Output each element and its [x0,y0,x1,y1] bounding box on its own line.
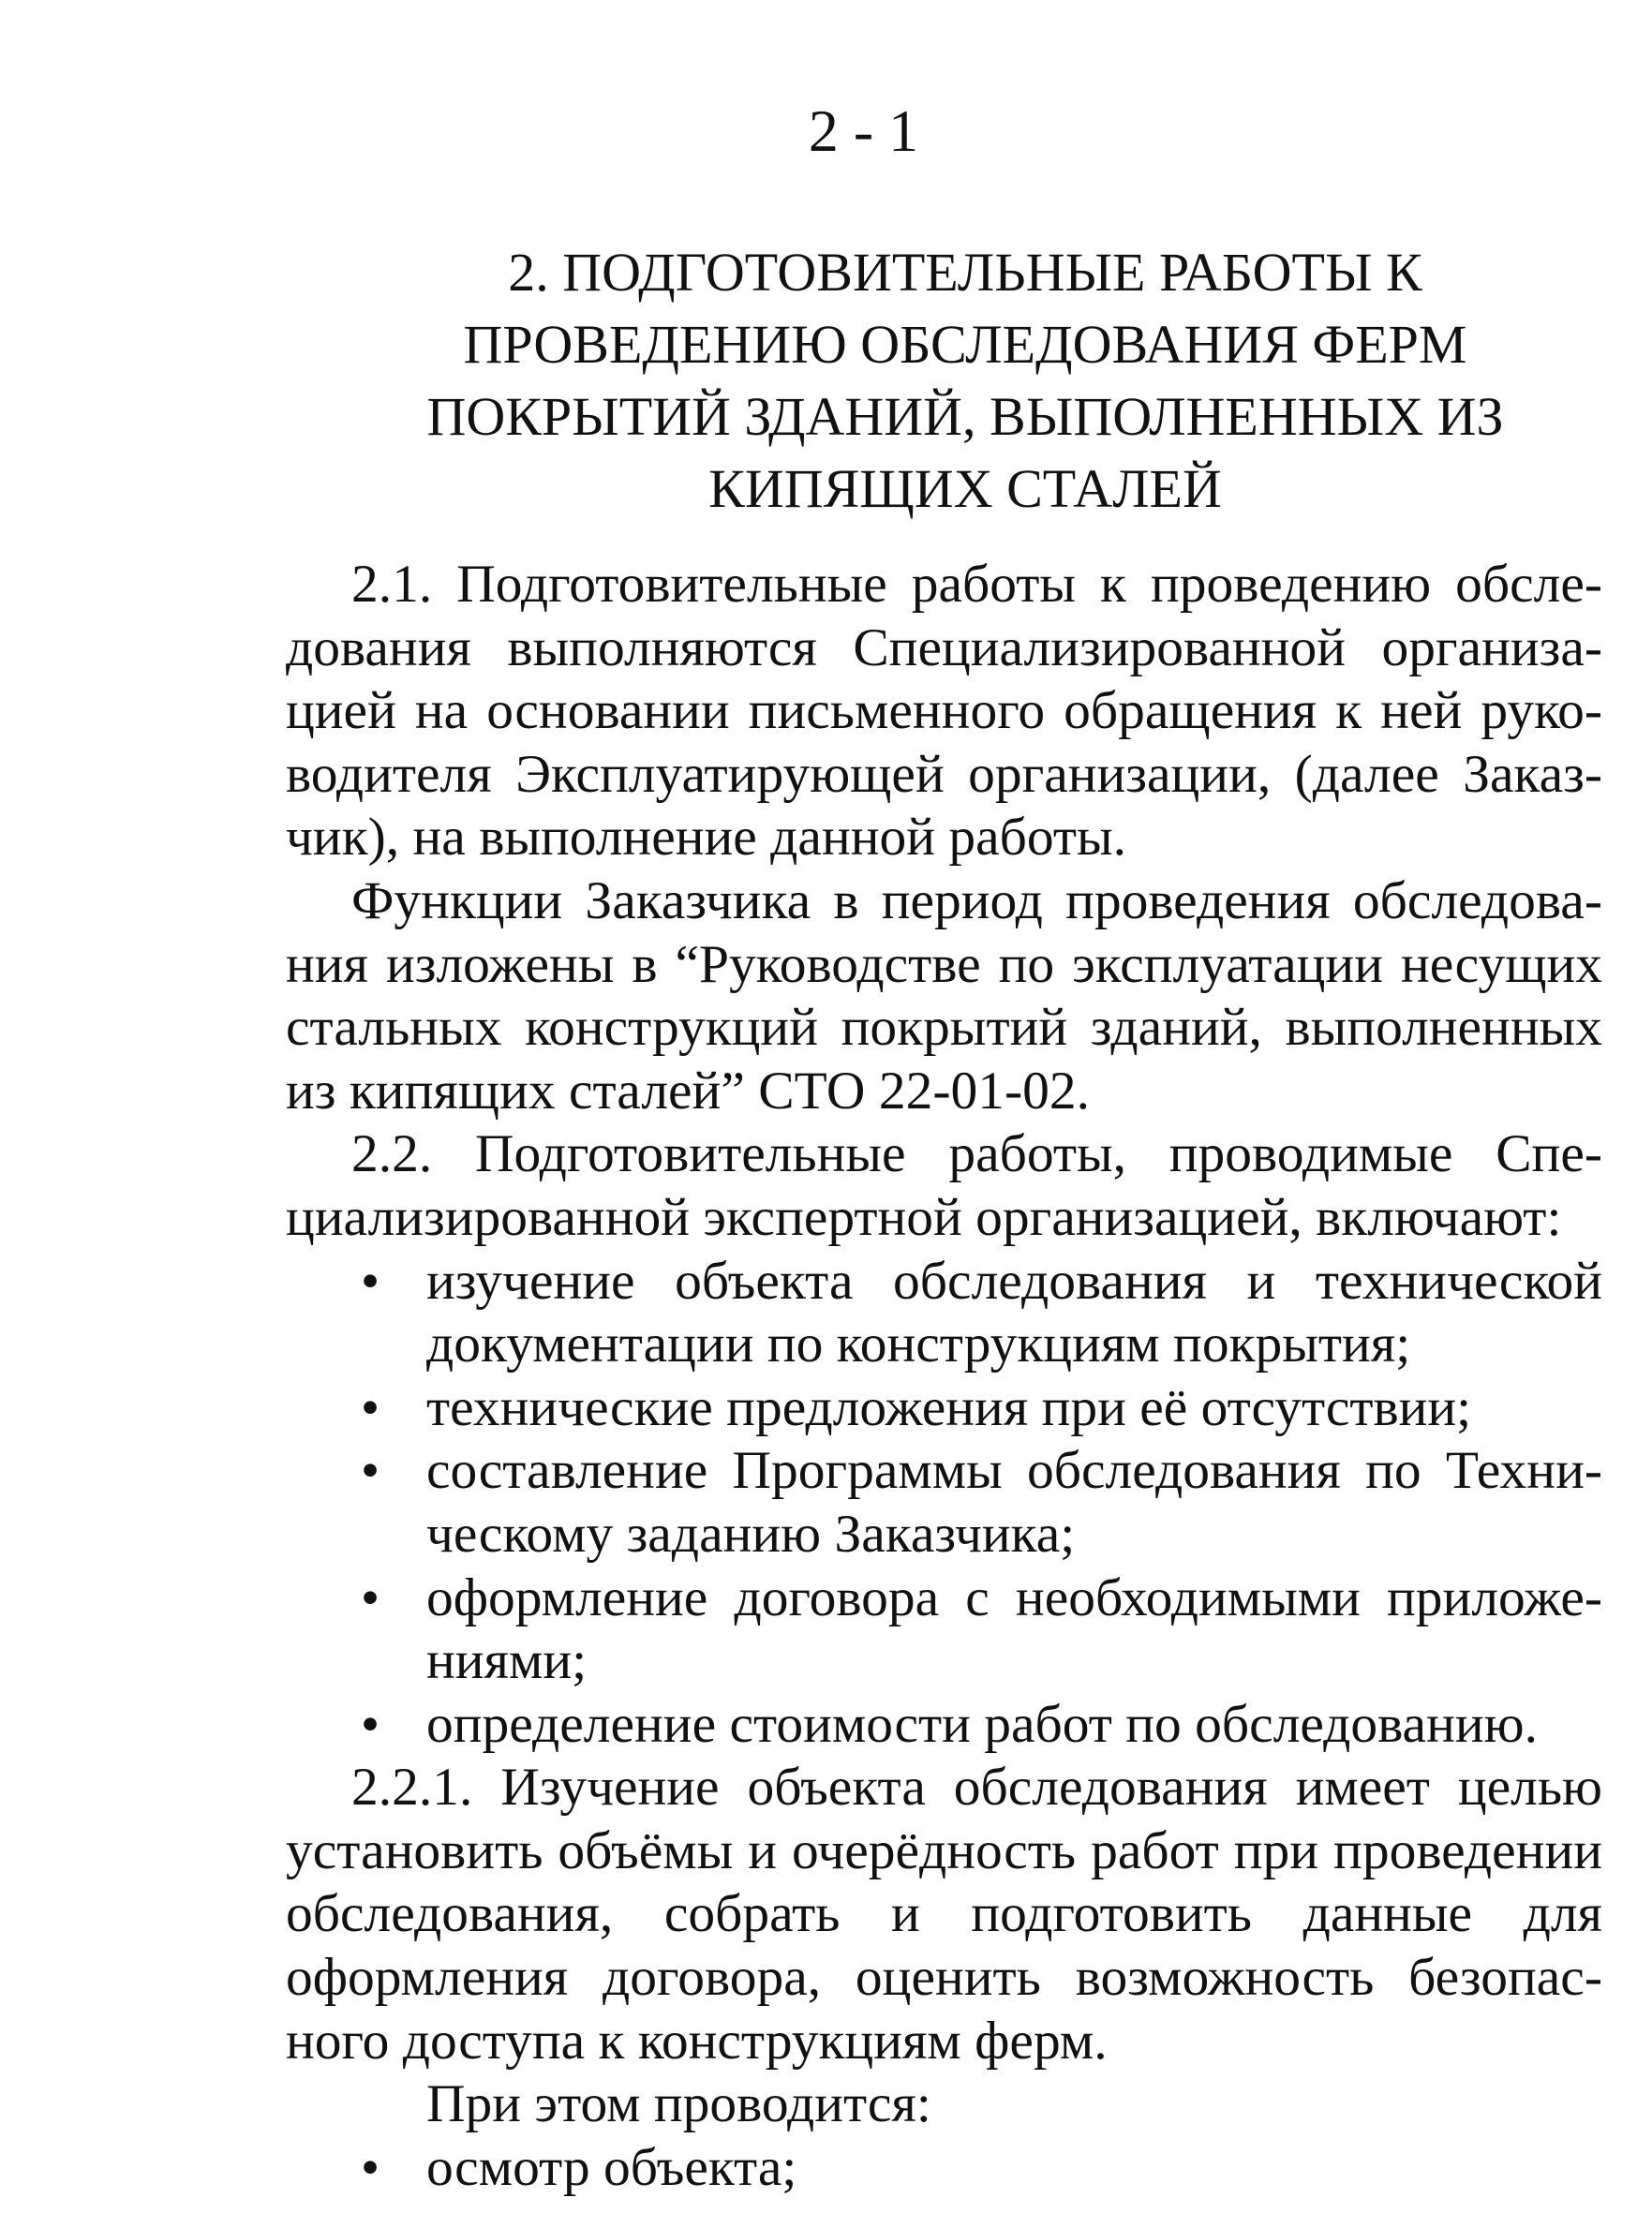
list-item-text: осмотр объекта; [426,2137,797,2197]
list-item-text: определение стоимости работ по обследованию. [426,1694,1538,1754]
list-item [286,1250,1602,1376]
bullet-list-inspection-steps [286,2136,1602,2200]
bullet-icon: • [361,1441,380,1501]
list-item-text: изучение объекта обследования и технической документации по конструкциям покрытия; [426,1251,1602,1374]
bullet-icon: • [361,1251,380,1311]
title-line: КИПЯЩИХ СТАЛЕЙ [708,458,1222,519]
bullet-list-preparatory-works [286,1250,1602,1757]
bullet-icon: • [361,1694,380,1754]
section-title [281,236,1649,525]
list-item-text: технические предложения при её отсутствии; [426,1377,1472,1437]
paragraph-2-2: 2.2. Подготовительные работы, проводимые Специализированной экспертной организацией, включают: [286,1124,1602,1247]
paragraph-2-2-1: 2.2.1. Изучение объекта обследования имеет целью установить объёмы и очерёдность работ при проведении обследования, собрать и подготовить данные для оформления договора, оценить возможность безопасного доступа к конструкциям ферм. [286,1758,1602,2071]
title-line: 2. ПОДГОТОВИТЕЛЬНЫЕ РАБОТЫ К [508,242,1422,303]
list-item [286,1693,1602,1757]
list-item [286,2136,1602,2200]
paragraph-during-inspection: При этом проводится: [426,2074,931,2134]
bullet-icon: • [361,2137,380,2197]
bullet-icon: • [361,1377,380,1437]
list-item-text: оформление договора с необходимыми приложениями; [426,1567,1602,1691]
list-item [286,1567,1602,1693]
title-line: ПРОВЕДЕНИЮ ОБСЛЕДОВАНИЯ ФЕРМ [463,314,1467,375]
list-item [286,1439,1602,1566]
document-body [286,553,1602,2199]
title-line: ПОКРЫТИЙ ЗДАНИЙ, ВЫПОЛНЕННЫХ ИЗ [426,386,1504,447]
paragraph-2-1: 2.1. Подготовительные работы к проведению обследования выполняются Специализированной организацией на основании письменного обращения к ней руководителя Эксплуатирующей организации, (далее Заказчик), на выполнение данной работы. [286,555,1602,868]
page-number: 2 - 1 [808,97,919,164]
paragraph-customer-functions: Функции Заказчика в период проведения обследования изложены в “Руководстве по эксплуатации несущих стальных конструкций покрытий зданий, выполненных из кипящих сталей” СТО 22-01-02. [286,870,1602,1121]
list-item-text: составление Программы обследования по Техническому заданию Заказчика; [426,1441,1602,1564]
bullet-icon: • [361,1567,380,1627]
list-item [286,1376,1602,1440]
